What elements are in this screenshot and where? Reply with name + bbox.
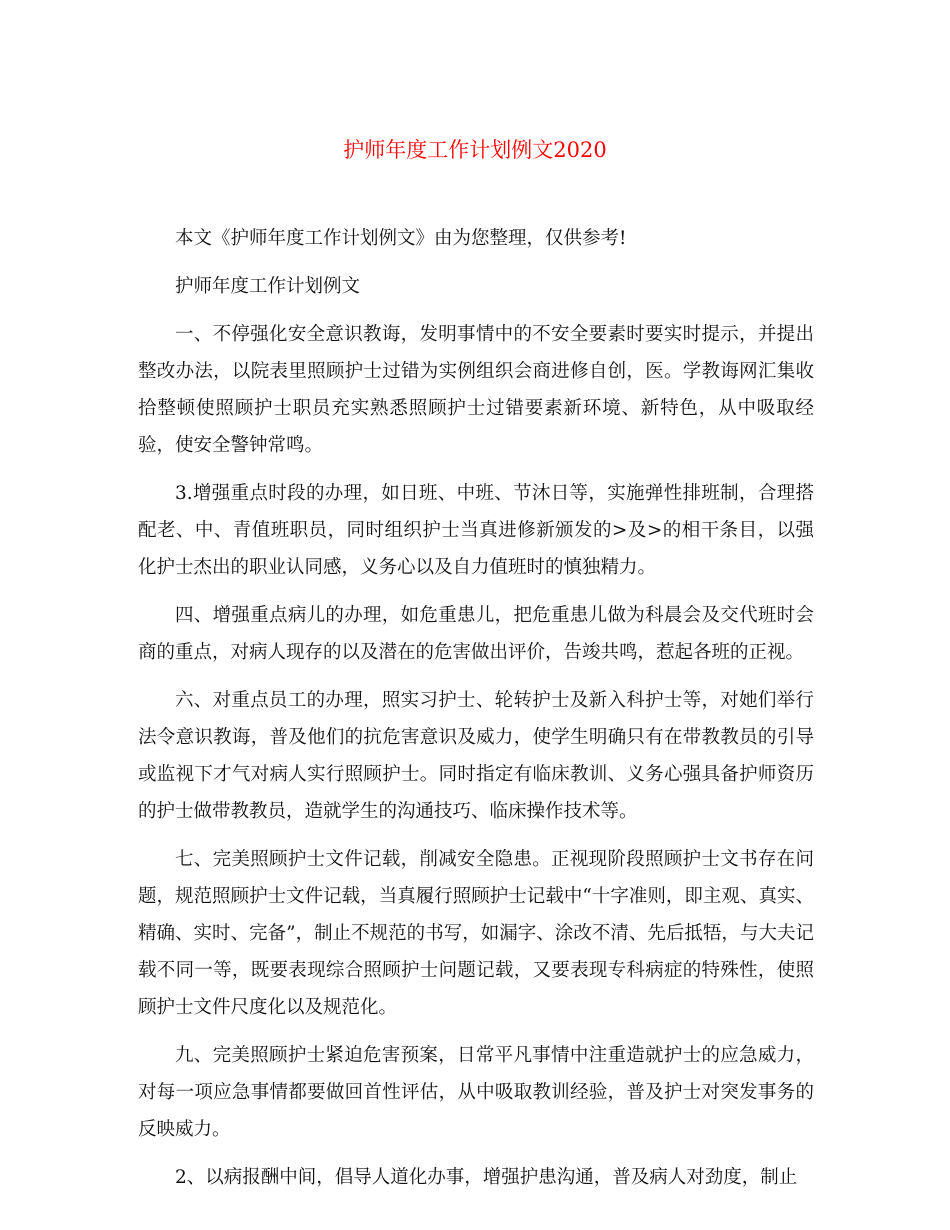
document-body	[138, 220, 814, 1207]
paragraph-safety-education: 一、不停强化安全意识教诲，发明事情中的不安全要素时要实时提示，并提出整改办法，以院表里照顾护士过错为实例组织会商进修自创，医。学教诲网汇集收拾整顿使照顾护士职员充实熟悉照顾护士过错要素新环境、新特色，从中吸取经验，使安全警钟常鸣。	[138, 324, 814, 456]
paragraph-intro: 本文《护师年度工作计划例文》由为您整理，仅供参考!	[175, 228, 627, 249]
paragraph-nursing-records: 七、完美照顾护士文件记载，削减安全隐患。正视现阶段照顾护士文书存在问题，规范照顾护士文件记载，当真履行照顾护士记载中“十字准则，即主观、真实、精确、实时、完备”，制止不规范的书写，如漏字、涂改不清、先后抵牾，与大夫记载不同一等，既要表现综合照顾护士问题记载，又要表现专科病症的特殊性，使照顾护士文件尺度化以及规范化。	[138, 849, 814, 1018]
document-title: 护师年度工作计划例文2020	[343, 138, 607, 162]
paragraph-patient-centered: 2、以病报酬中间，倡导人道化办事，增强护患沟通，普及病人对劲度，制止	[175, 1167, 798, 1188]
paragraph-key-staff: 六、对重点员工的办理，照实习护士、轮转护士及新入科护士等，对她们举行法令意识教诲，普及他们的抗危害意识及威力，使学生明确只有在带教教员的引导或监视下才气对病人实行照顾护士。同时指定有临床教训、义务心强具备护师资历的护士做带教教员，造就学生的沟通技巧、临床操作技术等。	[138, 690, 814, 822]
paragraph-key-patients: 四、增强重点病儿的办理，如危重患儿，把危重患儿做为科晨会及交代班时会商的重点，对病人现存的以及潜在的危害做出评价，告竣共鸣，惹起各班的正视。	[138, 605, 814, 663]
paragraph-key-periods: 3.增强重点时段的办理，如日班、中班、节沐日等，实施弹性排班制，合理搭配老、中、青值班职员，同时组织护士当真进修新颁发的>及>的相干条目，以强化护士杰出的职业认同感，义务心以及自力值班时的慎独精力。	[138, 483, 814, 578]
paragraph-subtitle: 护师年度工作计划例文	[175, 276, 361, 297]
paragraph-emergency-plan: 九、完美照顾护士紧迫危害预案，日常平凡事情中注重造就护士的应急威力，对每一项应急事情都要做回首性评估，从中吸取教训经验，普及护士对突发事务的反映威力。	[138, 1045, 814, 1140]
